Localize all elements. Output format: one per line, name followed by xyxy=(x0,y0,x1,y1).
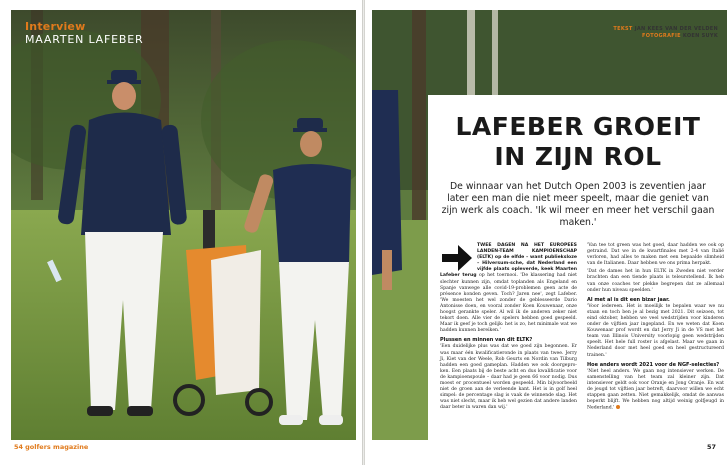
section-label: Interview xyxy=(25,20,86,33)
col2-paragraph-1: 'Van tee tot green was het goed, daar hadden we ook op getraind. Dat we in de kwartfinales met 2-4 van Italië verloren, had alles te maken met een bepaalde slimheid van de Italianen. Daar hebben we ons prima herpakt. xyxy=(587,243,724,267)
article-column-1 xyxy=(440,243,577,413)
right-page-number: 57 xyxy=(706,443,716,451)
article-panel xyxy=(428,95,728,448)
text-credit-label: TEKST xyxy=(613,26,633,32)
photo-credit-label: FOTOGRAFIE xyxy=(642,33,681,39)
right-page xyxy=(365,0,728,465)
left-folio xyxy=(14,443,134,451)
col2-subheading-1: Al met al is dit een bizar jaar. xyxy=(587,296,670,303)
left-page xyxy=(0,0,363,465)
article-credits xyxy=(613,26,718,40)
issue-date: oktober 2021 xyxy=(90,443,135,451)
magazine-name: golfers magazine xyxy=(25,443,89,451)
arrow-right-icon xyxy=(440,243,474,273)
col1-subheading: Plussen en minnen van dit ELTK? xyxy=(440,337,533,344)
col1-paragraph-2: 'Een duidelijke plus was dat we goed zijn begonnen. Er was maar één kwalificatieronde in plaats van twee. Jerry Ji, Kiet van der Weele, Rob Geurts en Nordin van Tilburg hadden een goed gameplan. Hadden we ook doorgepro-ken. Een plaats bij de beste acht en dus kwalificatie voor de kampioenspoule – daar had je geen 66 voor nodig. Dus moest er procentueel worden gespeeld. Min bijvoorbeeld niet de groen aan de verleende kant. Het is in golf heel simpel: de percentage slag is vaak de winnende slag. Het was niet slecht, maar ik heb wel gezien dat andere landen daar beter in waren dan wij.' xyxy=(440,344,577,411)
golfers-illustration xyxy=(11,10,356,440)
col2-subheading-2: Hoe anders wordt 2021 voor de NGF-selecties? xyxy=(587,361,720,368)
article-lead: TWEE DAGEN NA HET EUROPEES LANDEN-TEAM KAMPIOENSCHAP (ELTK) op de elfde – want publieksloze – Hilversum-sche, dat Nederland een vijfde plaats opleverde, keek Maarten Lafeber terug xyxy=(440,243,577,279)
article-intro: De winnaar van het Dutch Open 2003 is zeventien jaar later een man die niet meer speelt, maar die geniet van zijn werk als coach. 'Ik wil meer en meer het verschil gaan maken.' xyxy=(441,181,715,228)
article-column-2 xyxy=(587,243,724,414)
col2-paragraph-3: 'Voor iedereen. Het is moeilijk te bepalen waar we nu staan en toch ben je al bezig met 2021. Dit seizoen, tot eind oktober, hebben we veel wedstrijden voor kinderen onder de vijftien jaar ingepland. En we weten dat Koen Kouwenaar prof wordt en dat Jerry Ji in de VS met het team van Illinois University voorlopig geen wedstrijden speelt. Het hele full roster is afgelast. Maar we gaan in Nederland door met heel goed en heel gestructureerd trainen.' xyxy=(587,303,724,358)
col1-paragraph-1: op het toernooi. 'De klassering had niet slechter kunnen zijn, omdat toplanden als Engeland en Spanje vanwege alle covid-19-problemen geen acte de présence konden geven. Toch? Jaren nee', zegt Lafeber. 'We moesten het wel zonder de geblesseerde Dario Antonisse doen, en vooral zonder Koen Kouwenaar, onze hoogst gerankte speler. Al wil ik de anderen zeker niet tekort doen. Alle vier de spelers hebben goed gespeeld. Maar ik geef je toch gelijk: het is zo, het minimale wat we hadden kunnen bereiken.' xyxy=(440,273,577,334)
left-page-number: 54 xyxy=(14,443,24,451)
text-credit-author: JAN KEES VAN DER VELDEN xyxy=(634,26,718,32)
headline-line-2: IN ZIJN ROL xyxy=(494,142,662,171)
interviewee-name: MAARTEN LAFEBER xyxy=(25,33,144,46)
col2-paragraph-4: 'Niet heel anders. We gaan nog intensiever werken. De samenstelling van het team zal kleiner zijn. Dat intensiever geldt ook voor Oranje en Jong Oranje. En wat de jeugd tot vijftien jaar betreft, daarvoor willen we echt stappen gaan zetten. Niet gemakkelijk, omdat de aanwas beperkt blijft. We hebben nog altijd weinig golfjeugd in Nederland.' xyxy=(587,368,724,411)
end-of-article-icon xyxy=(616,405,620,409)
golfers-walking-photo xyxy=(11,10,356,440)
col2-paragraph-2: 'Dat de dames het in hun ELTK in Zweden niet verder brachten dan een tiende plaats is teleurstellend. Ik heb van onze coaches ter plekke begrepen dat ze allemaal onder hun niveau speelden.' xyxy=(587,269,724,293)
headline-line-1: LAFEBER GROEIT xyxy=(455,112,701,141)
photo-credit-author: KOEN SUYK xyxy=(682,33,718,39)
